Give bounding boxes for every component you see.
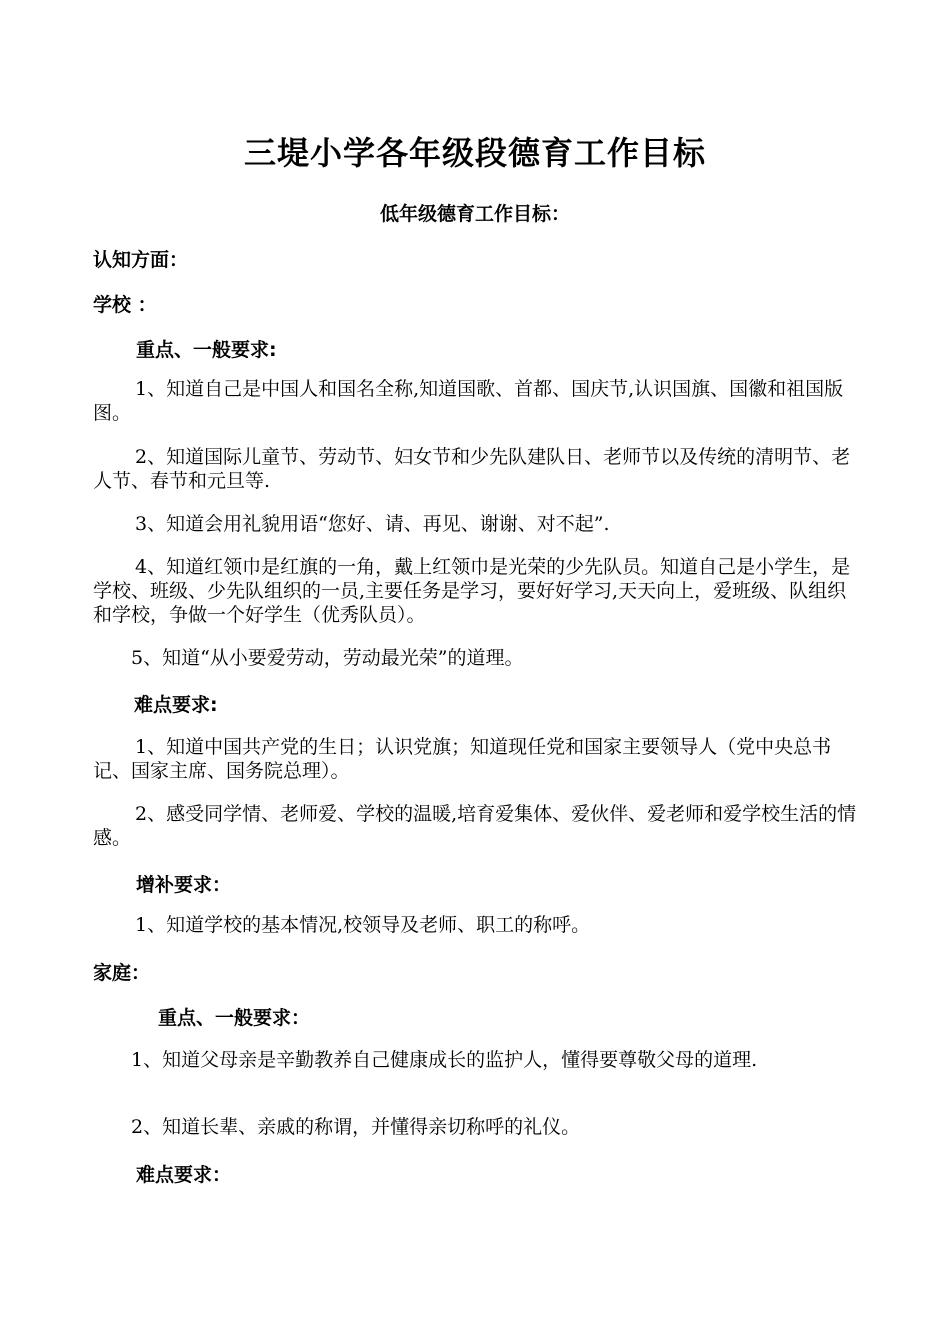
school-hard-heading: 难点要求: <box>134 694 218 716</box>
school-key-item: 4、知道红领巾是红旗的一角，戴上红领巾是光荣的少先队员。知道自己是小学生，是学校、班级、少先队组织的一员,主要任务是学习，要好好学习,天天向上，爱班级、队组织和学校，争做一个好学生（优秀队员）。 <box>93 556 851 626</box>
family-key-item: 2、知道长辈、亲戚的称谓，并懂得亲切称呼的礼仪。 <box>131 1116 581 1138</box>
school-extra-heading: 增补要求： <box>136 874 232 896</box>
family-hard-heading: 难点要求： <box>136 1164 232 1186</box>
document-title: 三堤小学各年级段德育工作目标 <box>243 134 706 172</box>
school-extra-item: 1、知道学校的基本情况,校领导及老师、职工的称呼。 <box>135 914 591 936</box>
school-key-heading: 重点、一般要求: <box>136 339 277 361</box>
document-subtitle: 低年级德育工作目标： <box>379 203 570 225</box>
cognition-heading: 认知方面： <box>93 249 189 271</box>
school-key-item: 1、知道自己是中国人和国名全称,知道国歌、首都、国庆节,认识国旗、国徽和祖国版图。 <box>93 378 844 424</box>
school-key-item: 3、知道会用礼貌用语“您好、请、再见、谢谢、对不起”. <box>135 513 610 535</box>
school-hard-item: 2、感受同学情、老师爱、学校的温暖,培育爱集体、爱伙伴、爱老师和爱学校生活的情感。 <box>93 803 857 849</box>
school-key-item: 2、知道国际儿童节、劳动节、妇女节和少先队建队日、老师节以及传统的清明节、老人节、春节和元旦等. <box>93 446 851 492</box>
school-heading: 学校 ： <box>93 294 157 316</box>
family-key-heading: 重点、一般要求： <box>158 1007 311 1029</box>
school-hard-item: 1、知道中国共产党的生日；认识党旗；知道现任党和国家主要领导人（党中央总书记、国家主席、国务院总理）。 <box>93 736 832 782</box>
school-key-item: 5、知道“从小要爱劳动，劳动最光荣”的道理。 <box>131 647 524 669</box>
family-heading: 家庭： <box>93 962 151 984</box>
family-key-item: 1、知道父母亲是辛勤教养自己健康成长的监护人，懂得要尊敬父母的道理. <box>131 1049 758 1071</box>
